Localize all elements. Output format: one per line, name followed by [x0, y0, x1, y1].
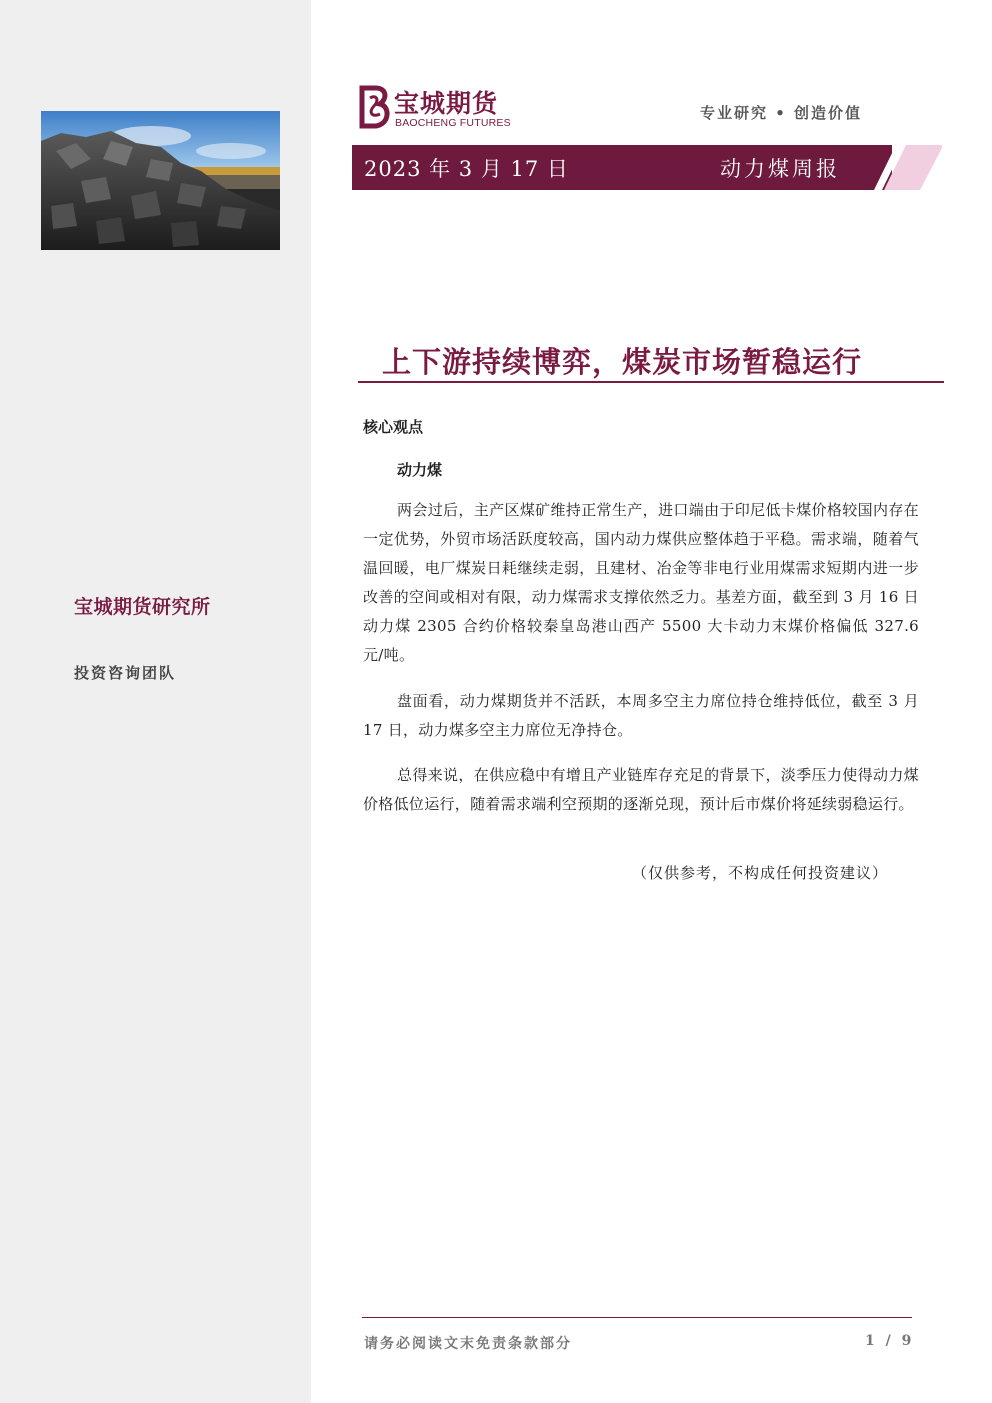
report-date: 2023 年 3 月 17 日 — [364, 157, 569, 181]
coal-pile-photo — [41, 111, 280, 250]
banner-stripe-decoration — [858, 145, 942, 190]
institute-name: 宝城期货研究所 — [74, 596, 211, 618]
page-number: 1 / 9 — [865, 1333, 915, 1349]
left-sidebar — [0, 0, 311, 1403]
team-name: 投资咨询团队 — [74, 664, 177, 682]
coal-pile-image — [41, 111, 280, 250]
logo-chinese-name: 宝城期货 — [394, 89, 499, 118]
disclaimer-text: （仅供参考，不构成任何投资建议） — [632, 864, 889, 882]
subsection-heading: 动力煤 — [397, 461, 443, 479]
report-banner — [352, 145, 892, 190]
logo-english-name: BAOCHENG FUTURES — [395, 117, 511, 129]
footer-note: 请务必阅读文末免责条款部分 — [364, 1336, 572, 1352]
company-slogan: 专业研究 • 创造价值 — [700, 104, 863, 122]
article-headline: 上下游持续博弈，煤炭市场暂稳运行 — [382, 345, 863, 379]
baocheng-logo-icon — [358, 84, 392, 130]
headline-divider — [358, 381, 944, 383]
section-heading: 核心观点 — [363, 418, 424, 436]
body-paragraph-2: 盘面看，动力煤期货并不活跃，本周多空主力席位持仓维持低位，截至 3 月 17 日，动力煤多空主力席位无净持仓。 — [363, 692, 919, 739]
company-logo — [358, 84, 528, 132]
report-type: 动力煤周报 — [720, 157, 840, 181]
body-paragraph-1: 两会过后，主产区煤矿维持正常生产，进口端由于印尼低卡煤价格较国内存在一定优势，外贸市场活跃度较高，国内动力煤供应整体趋于平稳。需求端，随着气温回暖，电厂煤炭日耗继续走弱，且建材、冶金等非电行业用煤需求短期内进一步改善的空间或相对有限，动力煤需求支撑依然乏力。基差方面，截至到 3 月 16 日动力煤 2305 合约价格较秦皇岛港山西产 5500 大卡动力末煤价格偏低 327.6 元/吨。 — [363, 501, 919, 664]
body-paragraph-3: 总得来说，在供应稳中有增且产业链库存充足的背景下，淡季压力使得动力煤价格低位运行，随着需求端利空预期的逐渐兑现，预计后市煤价将延续弱稳运行。 — [363, 766, 919, 813]
footer-divider — [362, 1317, 912, 1318]
